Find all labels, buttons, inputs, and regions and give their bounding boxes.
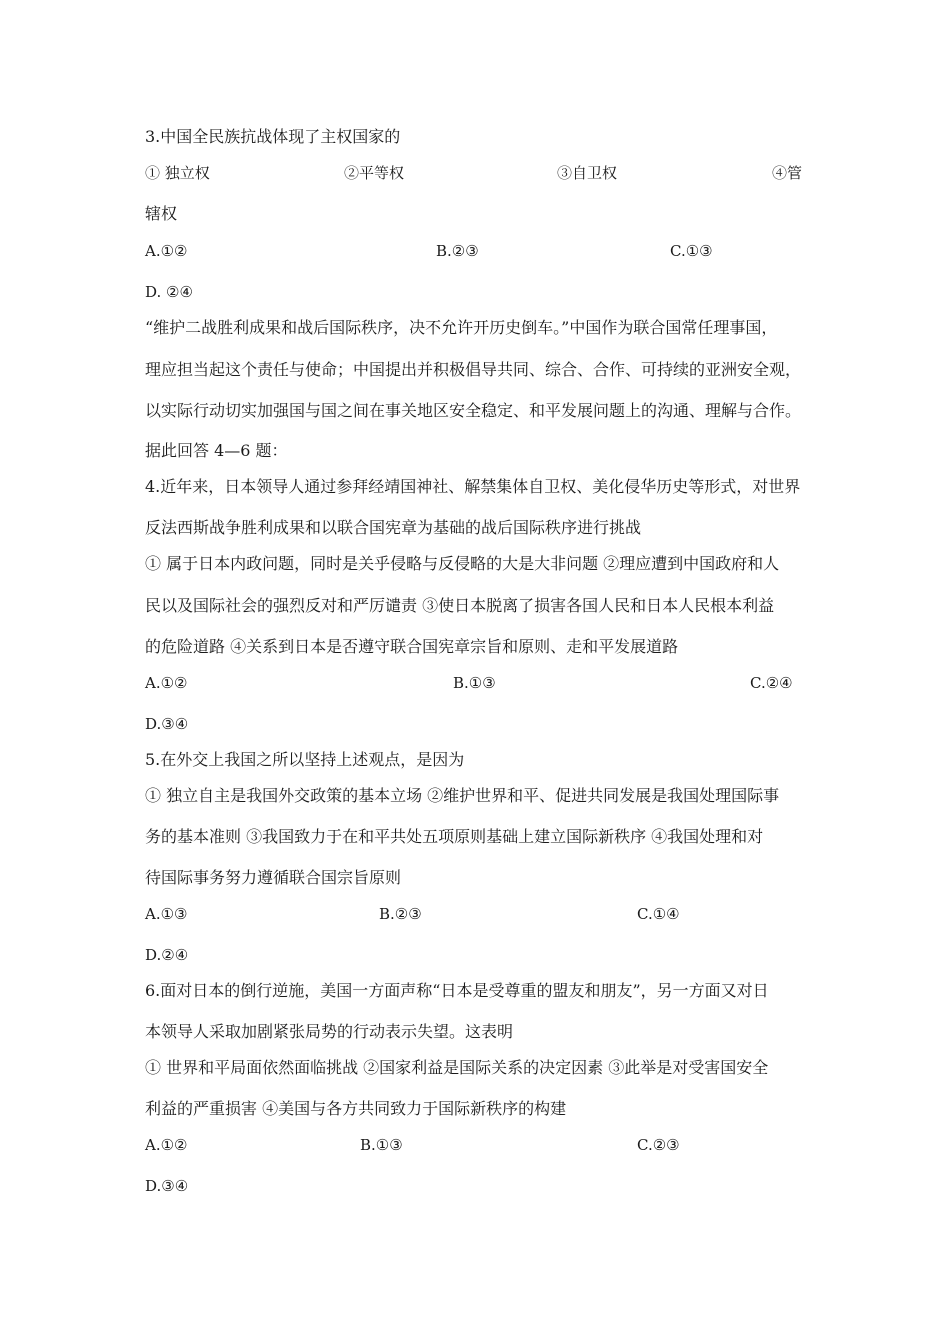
q6-option-b: B.①③ (360, 1136, 403, 1154)
passage-line-2: 理应担当起这个责任与使命；中国提出并积极倡导共同、综合、合作、可持续的亚洲安全观， (145, 360, 802, 379)
q3-item-4: ④管 (772, 164, 803, 182)
q4-items-line-3: 的危险道路 ④关系到日本是否遵守联合国宪章宗旨和原则、走和平发展道路 (145, 637, 679, 656)
q6-option-c: C.②③ (637, 1136, 680, 1154)
q5-option-d: D.②④ (145, 946, 189, 964)
q6-items-line-2: 利益的严重损害 ④美国与各方共同致力于国际新秩序的构建 (145, 1099, 567, 1118)
q3-item-4-wrap: 辖权 (145, 204, 178, 223)
q4-stem-line-2: 反法西斯战争胜利成果和以联合国宪章为基础的战后国际秩序进行挑战 (145, 518, 642, 537)
q6-option-a: A.①② (145, 1136, 188, 1154)
q4-items-line-1: ① 属于日本内政问题，同时是关乎侵略与反侵略的大是大非问题 ②理应遭到中国政府和人 (145, 554, 780, 573)
q5-items-line-3: 待国际事务努力遵循联合国宗旨原则 (145, 868, 402, 887)
q3-item-1: ① 独立权 (145, 164, 210, 182)
q5-option-c: C.①④ (637, 905, 680, 923)
q3-option-b: B.②③ (436, 242, 479, 260)
q4-option-a: A.①② (145, 674, 188, 692)
q4-stem-line-1: 4.近年来，日本领导人通过参拜经靖国神社、解禁集体自卫权、美化侵华历史等形式，对世界 (145, 477, 801, 496)
q4-option-d: D.③④ (145, 715, 189, 733)
passage-line-3: 以实际行动切实加强国与国之间在事关地区安全稳定、和平发展问题上的沟通、理解与合作。 (145, 401, 802, 420)
q3-option-c: C.①③ (670, 242, 713, 260)
q5-items-line-2: 务的基本准则 ③我国致力于在和平共处五项原则基础上建立国际新秩序 ④我国处理和对 (145, 827, 764, 846)
q4-items-line-2: 民以及国际社会的强烈反对和严厉谴责 ③使日本脱离了损害各国人民和日本人民根本利益 (145, 596, 775, 615)
q3-option-a: A.①② (145, 242, 188, 260)
q3-option-d: D. ②④ (145, 283, 193, 301)
q3-item-2: ②平等权 (344, 164, 405, 182)
q5-items-line-1: ① 独立自主是我国外交政策的基本立场 ②维护世界和平、促进共同发展是我国处理国际事 (145, 786, 780, 805)
q6-stem-line-1: 6.面对日本的倒行逆施，美国一方面声称“日本是受尊重的盟友和朋友”，另一方面又对日 (145, 981, 769, 1000)
q5-option-a: A.①③ (145, 905, 188, 923)
q6-items-line-1: ① 世界和平局面依然面临挑战 ②国家利益是国际关系的决定因素 ③此举是对受害国安全 (145, 1058, 769, 1077)
q5-stem: 5.在外交上我国之所以坚持上述观点，是因为 (145, 750, 465, 769)
q3-stem: 3.中国全民族抗战体现了主权国家的 (145, 127, 401, 146)
passage-instruction: 据此回答 4—6 题： (145, 441, 288, 460)
q6-option-d: D.③④ (145, 1177, 189, 1195)
q6-stem-line-2: 本领导人采取加剧紧张局势的行动表示失望。这表明 (145, 1022, 514, 1041)
q5-option-b: B.②③ (379, 905, 422, 923)
q4-option-c: C.②④ (750, 674, 793, 692)
passage-line-1: “维护二战胜利成果和战后国际秩序，决不允许开历史倒车。”中国作为联合国常任理事国， (145, 318, 778, 337)
q4-option-b: B.①③ (453, 674, 496, 692)
q3-item-3: ③自卫权 (557, 164, 618, 182)
